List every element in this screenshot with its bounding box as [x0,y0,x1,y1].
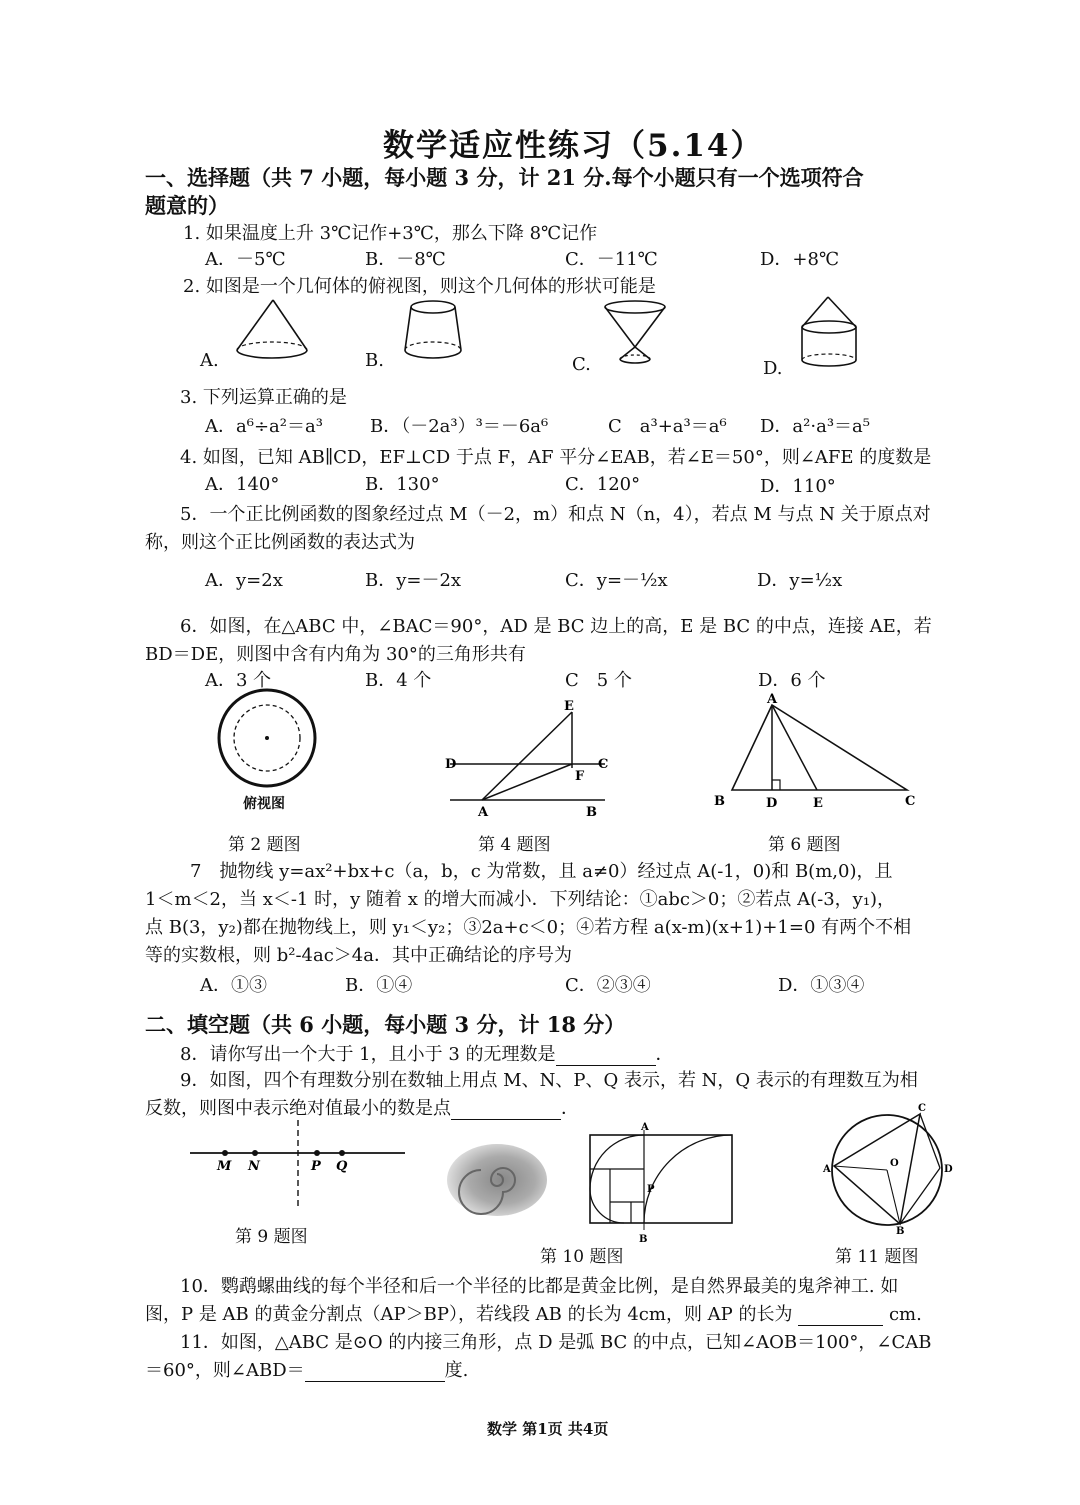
q9-answer-blank[interactable] [451,1101,561,1120]
q9-line1: 9．如图，四个有理数分别在数轴上用点 M、N、P、Q 表示，若 N，Q 表示的有理数互为相 [180,1070,918,1091]
q1-option-c: C．－11℃ [565,249,658,270]
q5-option-d: D．y=½x [757,570,843,591]
q1-option-a: A．－5℃ [205,249,286,270]
svg-text:O: O [890,1158,899,1169]
fig11-caption: 第 11 题图 [835,1247,919,1267]
q9-number-line-figure [190,1115,410,1215]
q2-solid-figures [195,295,915,380]
fig9-caption: 第 9 题图 [235,1227,308,1247]
svg-text:C: C [905,794,916,809]
q5-stem-line1: 5．一个正比例函数的图象经过点 M（－2，m）和点 N（n，4），若点 M 与点 N 关于原点对 [180,504,931,525]
q5-option-c: C．y=－½x [565,570,668,591]
svg-text:N: N [248,1159,260,1174]
fig6-caption: 第 6 题图 [768,835,841,855]
q1-option-b: B．－8℃ [365,249,446,270]
q11-line2-text: ＝60°，则∠ABD＝ [145,1360,305,1381]
q6-stem-line1: 6．如图，在△ABC 中，∠BAC＝90°，AD 是 BC 边上的高，E 是 BC 的中点，连接 AE，若 [180,616,932,637]
q1-stem: 1. 如果温度上升 3℃记作+3℃，那么下降 8℃记作 [183,223,598,244]
q7-line1: 7 抛物线 y=ax²+bx+c（a，b，c 为常数，且 a≠0）经过点 A(-1，0)和 B(m,0)，且 [190,861,893,882]
fig4-caption: 第 4 题图 [478,835,551,855]
section1-heading-line1: 一、选择题（共 7 小题，每小题 3 分，计 21 分.每个小题只有一个选项符合 [145,165,864,190]
q7-line4: 等的实数根，则 b²-4ac＞4a．其中正确结论的序号为 [145,945,572,966]
q4-option-d: D．110° [760,476,836,497]
q10-line2-text: 图，P 是 AB 的黄金分割点（AP＞BP），若线段 AB 的长为 4cm，则 AP 的长为 [145,1304,793,1325]
nautilus-shell-image [445,1140,555,1220]
svg-text:D: D [944,1164,953,1175]
svg-text:P: P [647,1184,655,1195]
q2-top-view-figure [215,688,335,798]
q11-line2 [145,1356,468,1382]
q7-option-d: D．①③④ [778,975,865,996]
q3-option-a: A．a⁶÷a²＝a³ [205,416,323,437]
q6-option-d: D．6 个 [758,670,826,691]
q11-unit: 度. [444,1360,469,1381]
q3-option-b: B．（－2a³）³＝－6a⁶ [370,416,549,437]
q11-line1: 11．如图，△ABC 是⊙O 的内接三角形，点 D 是弧 BC 的中点，已知∠AOB＝100°，∠CAB [180,1332,932,1353]
svg-text:E: E [813,796,823,811]
svg-text:M: M [217,1159,232,1174]
q8-answer-blank[interactable] [556,1047,656,1066]
q3-stem: 3. 下列运算正确的是 [180,387,347,408]
q4-option-a: A．140° [205,474,280,495]
q10-answer-blank[interactable] [798,1307,883,1326]
svg-text:B: B [714,794,725,809]
q7-line3: 点 B(3，y₂)都在抛物线上，则 y₁＜y₂；③2a+c＜0；④若方程 a(x-m)(x+1)+1=0 有两个不相 [145,917,912,938]
q2-option-a: A. [200,350,219,371]
svg-text:E: E [564,699,574,714]
q11-answer-blank[interactable] [305,1363,445,1382]
cone-figure [237,300,307,358]
svg-text:B: B [586,805,597,820]
svg-text:B: B [896,1226,905,1237]
svg-text:P: P [311,1159,321,1174]
q3-option-c: C a³+a³＝a⁶ [608,416,727,437]
q5-stem-line2: 称，则这个正比例函数的表达式为 [145,532,415,553]
svg-text:C: C [598,757,609,772]
q7-line2: 1＜m＜2，当 x＜-1 时，y 随着 x 的增大而减小．下列结论：①abc＞0；②若点 A(-3，y₁)， [145,889,896,910]
svg-text:Q: Q [336,1159,348,1174]
fig10-caption: 第 10 题图 [540,1247,624,1267]
q6-triangle-figure [712,692,927,815]
q8-stem: 8．请你写出一个大于 1，且小于 3 的无理数是 ． [180,1044,674,1065]
q6-option-b: B．4 个 [365,670,432,691]
q6-option-c: C 5 个 [565,670,632,691]
q1-option-d: D．+8℃ [760,249,840,270]
q2-option-d: D. [763,358,783,379]
svg-text:A: A [478,805,489,820]
svg-text:F: F [575,769,585,784]
cone-cylinder-figure [802,297,856,366]
q9-line2: 反数，则图中表示绝对值最小的数是点 ． [145,1098,579,1119]
frustum-figure [405,301,461,358]
top-view-label: 俯视图 [243,796,285,812]
q6-stem-line2: BD＝DE，则图中含有内角为 30°的三角形共有 [145,644,526,665]
q7-option-a: A．①③ [200,975,267,996]
q2-stem: 2. 如图是一个几何体的俯视图，则这个几何体的形状可能是 [183,276,656,297]
q7-option-c: C．②③④ [565,975,651,996]
svg-text:D: D [766,796,778,811]
section2-heading: 二、填空题（共 6 小题，每小题 3 分，计 18 分） [145,1012,626,1037]
fig2-caption: 第 2 题图 [228,835,301,855]
svg-text:D: D [445,757,457,772]
q10-unit: cm. [888,1304,922,1325]
svg-text:B: B [639,1234,648,1245]
q2-option-b: B. [365,350,384,371]
svg-text:A: A [641,1122,649,1133]
q10-line1: 10．鹦鹉螺曲线的每个半径和后一个半径的比都是黄金比例，是自然界最美的鬼斧神工. 如 [180,1276,899,1297]
page-title: 数学适应性练习（5.14） [383,128,764,164]
q4-stem: 4. 如图，已知 AB∥CD，EF⊥CD 于点 F，AF 平分∠EAB，若∠E＝50°，则∠AFE 的度数是 [180,447,932,468]
q5-option-b: B．y=－2x [365,570,462,591]
svg-text:A: A [767,692,778,707]
q4-option-c: C．120° [565,474,641,495]
q2-option-c: C. [572,354,591,375]
q10-golden-spiral-figure [585,1120,745,1245]
q10-line2 [145,1300,922,1326]
svg-text:C: C [918,1103,926,1114]
q4-option-b: B．130° [365,474,440,495]
q8-stem-text: 8．请你写出一个大于 1，且小于 3 的无理数是 [180,1044,556,1065]
svg-text:A: A [823,1164,831,1175]
double-cone-figure [605,301,665,363]
q7-option-b: B．①④ [345,975,413,996]
q4-parallel-lines-figure [440,698,620,823]
q11-circle-figure [820,1100,960,1235]
section1-heading-line2: 题意的） [145,193,229,218]
q3-option-d: D．a²·a³＝a⁵ [760,416,870,437]
q6-option-a: A．3 个 [205,670,272,691]
q9-line2-text: 反数，则图中表示绝对值最小的数是点 [145,1098,451,1119]
page-footer: 数学 第1页 共4页 [487,1420,609,1438]
q5-option-a: A．y=2x [205,570,283,591]
